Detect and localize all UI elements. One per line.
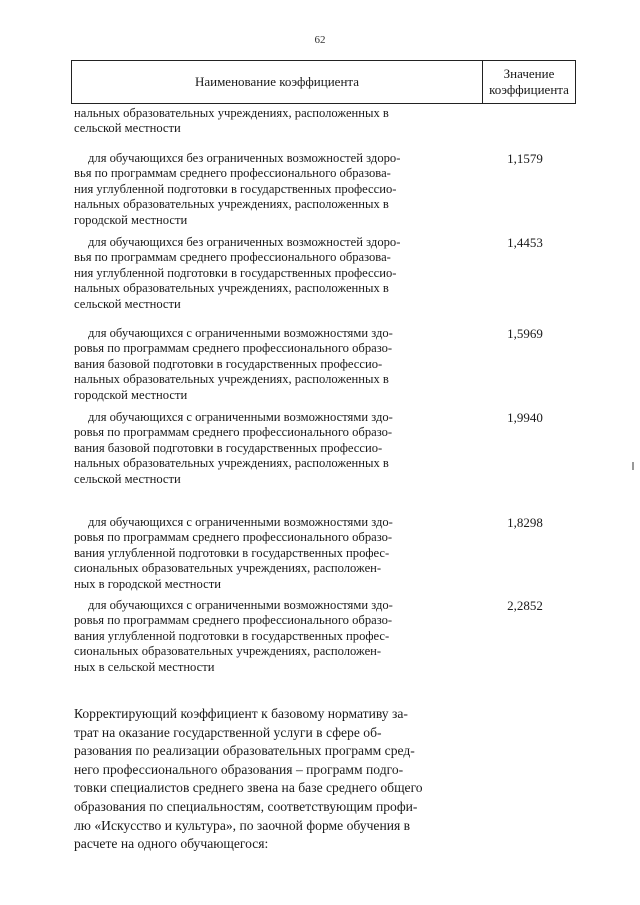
- row-line: сельской местности: [74, 121, 181, 136]
- table-row: [74, 598, 470, 675]
- outro-line: товки специалистов среднего звена на базе среднего общего: [74, 780, 423, 796]
- header-coefficient-value: [483, 61, 575, 103]
- row-line: городской местности: [74, 387, 188, 402]
- row-line: вья по программам среднего профессионального образова-: [74, 250, 391, 265]
- row-line: нальных образовательных учреждениях, расположенных в: [74, 197, 389, 212]
- row-value: 2,2852: [507, 598, 543, 613]
- row-line: ния углубленной подготовки в государственных профессио-: [74, 265, 397, 280]
- row-line: сиональных образовательных учреждениях, расположен-: [74, 561, 382, 576]
- row-line: для обучающихся без ограниченных возможностей здоро-: [88, 235, 401, 249]
- outro-paragraph: [74, 705, 470, 854]
- row-line: нальных образовательных учреждениях, расположенных в: [74, 372, 389, 387]
- row-line: городской местности: [74, 212, 188, 227]
- row-value: 1,1579: [507, 151, 543, 166]
- row-line: сельской местности: [74, 296, 181, 311]
- table-row: [74, 410, 470, 487]
- row-line: вания углубленной подготовки в государственных профес-: [74, 545, 390, 560]
- outro-line: разования по реализации образовательных программ сред-: [74, 743, 415, 759]
- row-line: ных в сельской местности: [74, 659, 215, 674]
- row-line: вания углубленной подготовки в государственных профес-: [74, 628, 390, 643]
- outro-line: Корректирующий коэффициент к базовому нормативу за-: [74, 706, 408, 721]
- row-line: для обучающихся с ограниченными возможностями здо-: [88, 326, 393, 340]
- table-row: [74, 235, 470, 312]
- table-row: [74, 326, 470, 403]
- row-line: для обучающихся без ограниченных возможностей здоро-: [88, 151, 401, 165]
- row-line: для обучающихся с ограниченными возможностями здо-: [88, 410, 393, 424]
- row-line: вания базовой подготовки в государственных профессио-: [74, 356, 383, 371]
- row-value: 1,9940: [507, 410, 543, 425]
- row-line: ровья по программам среднего профессионального образо-: [74, 341, 393, 356]
- outro-line: образования по специальностям, соответствующим профи-: [74, 798, 418, 814]
- row-value: 1,5969: [507, 326, 543, 341]
- row-value: 1,8298: [507, 515, 543, 530]
- outro-line: расчете на одного обучающегося:: [74, 836, 269, 852]
- row-value: 1,4453: [507, 235, 543, 250]
- outro-line: лю «Искусство и культура», по заочной форме обучения в: [74, 817, 411, 833]
- row-line: вья по программам среднего профессионального образова-: [74, 166, 391, 181]
- row-line: сиональных образовательных учреждениях, расположен-: [74, 644, 382, 659]
- row-line: ния углубленной подготовки в государственных профессио-: [74, 181, 397, 196]
- row-line: для обучающихся с ограниченными возможностями здо-: [88, 515, 393, 529]
- row-line: нальных образовательных учреждениях, расположенных в: [74, 281, 389, 296]
- header-value-line-1: Значение: [503, 66, 555, 81]
- scan-mark: [632, 462, 634, 470]
- row-line: сельской местности: [74, 471, 181, 486]
- page-number: 62: [314, 34, 326, 46]
- row-line: нальных образовательных учреждениях, расположенных в: [74, 456, 389, 471]
- table-header: [71, 60, 576, 104]
- table-row-continuation: [74, 106, 470, 137]
- row-line: ных в городской местности: [74, 576, 221, 591]
- row-line: нальных образовательных учреждениях, расположенных в: [74, 106, 389, 120]
- row-line: вания базовой подготовки в государственных профессио-: [74, 440, 383, 455]
- row-line: ровья по программам среднего профессионального образо-: [74, 613, 393, 628]
- outro-line: трат на оказание государственной услуги в сфере об-: [74, 724, 382, 740]
- table-row: [74, 515, 470, 592]
- table-row: [74, 151, 470, 228]
- row-line: ровья по программам среднего профессионального образо-: [74, 530, 393, 545]
- header-value-line-2: коэффициента: [489, 82, 569, 97]
- outro-line: него профессионального образования – программ подго-: [74, 761, 404, 777]
- row-line: ровья по программам среднего профессионального образо-: [74, 425, 393, 440]
- header-coefficient-name: Наименование коэффициента: [72, 61, 483, 103]
- row-line: для обучающихся с ограниченными возможностями здо-: [88, 598, 393, 612]
